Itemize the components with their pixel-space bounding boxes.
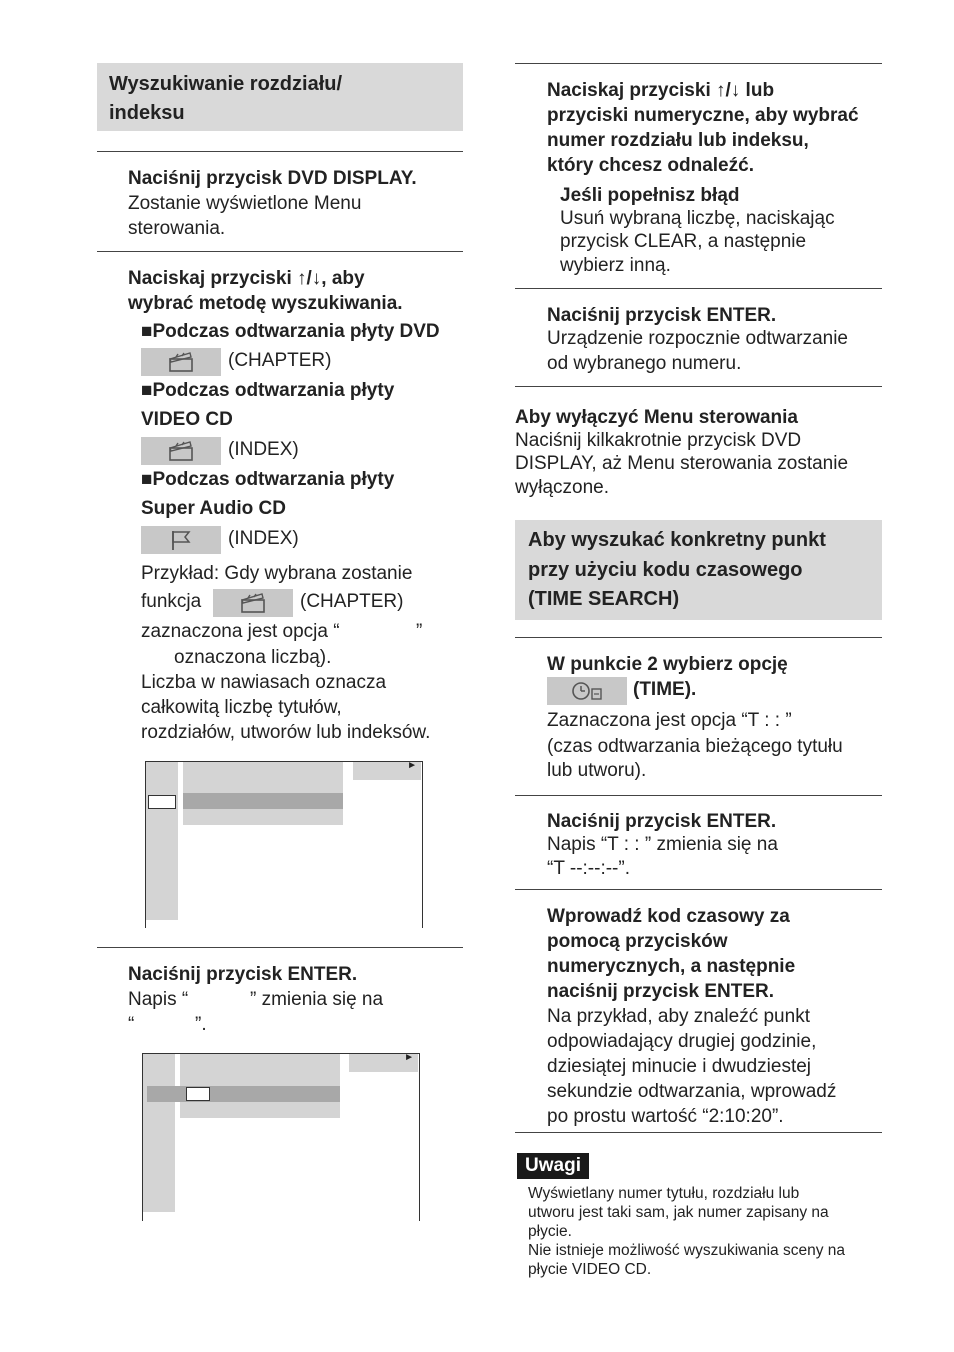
note-line: płycie VIDEO CD.	[528, 1261, 652, 1278]
option-text: (TIME).	[633, 679, 697, 700]
header-line: Aby wyszukać konkretny punkt	[528, 529, 826, 551]
control-menu-screen	[145, 761, 423, 928]
step-title: Naciśnij przycisk ENTER.	[547, 811, 777, 832]
error-body: Usuń wybraną liczbę, naciskając	[560, 208, 835, 229]
option-text: (INDEX)	[228, 439, 299, 460]
divider	[97, 947, 463, 948]
example-text: Liczba w nawiasach oznacza	[141, 672, 387, 693]
status-box	[353, 762, 421, 780]
step-body: sekundzie odtwarzania, wprowadź	[547, 1081, 837, 1102]
divider	[515, 637, 882, 638]
step-title: numerycznych, a następnie	[547, 956, 796, 977]
disc-label-dvd: ■Podczas odtwarzania płyty DVD	[141, 321, 440, 342]
step-title: który chcesz odnaleźć.	[547, 155, 754, 176]
menu-row	[180, 1054, 340, 1086]
header-line: przy użyciu kodu czasowego	[528, 559, 803, 581]
clock-icon	[547, 677, 627, 705]
option-text: (INDEX)	[228, 528, 299, 549]
example-text: (CHAPTER)	[300, 591, 404, 612]
section-header-chapter-index	[97, 63, 463, 131]
section-header-time-search	[515, 520, 882, 620]
divider	[515, 889, 882, 890]
subsection-body: Naciśnij kilkakrotnie przycisk DVD	[515, 430, 802, 451]
step-title: W punkcie 2 wybierz opcję	[547, 654, 788, 675]
step-body: lub utworu).	[547, 760, 647, 781]
icon-column	[143, 1054, 175, 1212]
menu-row-highlighted	[147, 1086, 340, 1102]
status-box	[349, 1054, 418, 1072]
disc-label-vcd: VIDEO CD	[141, 409, 233, 430]
note-line: płycie.	[528, 1223, 572, 1240]
step-title: Naciśnij przycisk ENTER.	[547, 305, 777, 326]
divider	[515, 386, 882, 387]
step-body: “T --:--:--”.	[547, 858, 630, 879]
step-body: od wybranego numeru.	[547, 353, 742, 374]
step-body: sterowania.	[128, 218, 226, 239]
step-title: Naciskaj przyciski ↑/↓ lub	[547, 80, 775, 101]
step-body: Urządzenie rozpocznie odtwarzanie	[547, 328, 848, 349]
disc-label-sacd: Super Audio CD	[141, 498, 286, 519]
example-text: ”	[416, 621, 423, 642]
play-icon: ►	[404, 1052, 414, 1063]
step-body: Napis “	[128, 989, 189, 1010]
step-title: Wprowadź kod czasowy za	[547, 906, 790, 927]
header-line: (TIME SEARCH)	[528, 588, 680, 610]
header-line: indeksu	[109, 102, 185, 124]
control-menu-screen	[142, 1053, 420, 1221]
header-line: Wyszukiwanie rozdziału/	[109, 73, 343, 95]
subsection-title: Aby wyłączyć Menu sterowania	[515, 407, 798, 428]
step-body: (czas odtwarzania bieżącego tytułu	[547, 736, 843, 757]
example-text: całkowitą liczbę tytułów,	[141, 697, 342, 718]
step-title: naciśnij przycisk ENTER.	[547, 981, 775, 1002]
chapter-icon	[213, 589, 293, 617]
menu-row-highlighted	[183, 793, 343, 809]
menu-row	[183, 809, 343, 825]
note-line: utworu jest taki sam, jak numer zapisany na	[528, 1204, 829, 1221]
step-body: Zaznaczona jest opcja “T : : ”	[547, 710, 792, 731]
step-title: Naciśnij przycisk DVD DISPLAY.	[128, 168, 417, 189]
example-text: rozdziałów, utworów lub indeksów.	[141, 722, 431, 743]
subsection-body: wyłączone.	[515, 477, 609, 498]
divider	[97, 151, 463, 152]
index-icon	[141, 437, 221, 465]
note-line: Nie istnieje możliwość wyszukiwania sceny na	[528, 1242, 846, 1259]
example-text: Przykład: Gdy wybrana zostanie	[141, 563, 413, 584]
example-text: funkcja	[141, 591, 202, 612]
option-text: (CHAPTER)	[228, 350, 332, 371]
step-title: Naciskaj przyciski ↑/↓, aby	[128, 268, 365, 289]
error-title: Jeśli popełnisz błąd	[560, 185, 740, 206]
note-line: Wyświetlany numer tytułu, rozdziału lub	[528, 1185, 800, 1202]
step-body: Zostanie wyświetlone Menu	[128, 193, 362, 214]
disc-label-vcd: ■Podczas odtwarzania płyty	[141, 380, 395, 401]
step-title: numer rozdziału lub indeksu,	[547, 130, 809, 151]
step-body: ”.	[195, 1014, 207, 1035]
step-title: przyciski numeryczne, aby wybrać	[547, 105, 859, 126]
divider	[515, 288, 882, 289]
input-frame	[186, 1087, 210, 1101]
selected-icon-frame	[148, 795, 176, 809]
divider	[515, 1132, 882, 1133]
step-body: Na przykład, aby znaleźć punkt	[547, 1006, 810, 1027]
flag-icon	[141, 526, 221, 554]
step-title: pomocą przycisków	[547, 931, 728, 952]
step-body: “	[128, 1014, 135, 1035]
error-body: wybierz inną.	[560, 255, 671, 276]
step-body: dziesiątej minucie i dwudziestej	[547, 1056, 812, 1077]
error-body: przycisk CLEAR, a następnie	[560, 231, 807, 252]
play-icon: ►	[407, 760, 417, 771]
step-body: po prostu wartość “2:10:20”.	[547, 1106, 784, 1127]
example-text: zaznaczona jest opcja “	[141, 621, 340, 642]
step-title: Naciśnij przycisk ENTER.	[128, 964, 358, 985]
subsection-body: DISPLAY, aż Menu sterowania zostanie	[515, 453, 849, 474]
notes-label: Uwagi	[517, 1153, 589, 1179]
divider	[97, 251, 463, 252]
step-body: ” zmienia się na	[250, 989, 384, 1010]
menu-row	[183, 762, 343, 793]
step-title: wybrać metodę wyszukiwania.	[128, 293, 403, 314]
divider	[515, 63, 882, 64]
step-body: Napis “T : : ” zmienia się na	[547, 834, 778, 855]
step-body: odpowiadający drugiej godzinie,	[547, 1031, 817, 1052]
disc-label-sacd: ■Podczas odtwarzania płyty	[141, 469, 395, 490]
chapter-icon	[141, 348, 221, 376]
icon-column	[146, 762, 178, 920]
example-text: oznaczona liczbą).	[174, 647, 332, 668]
divider	[515, 795, 882, 796]
menu-row	[180, 1102, 340, 1118]
